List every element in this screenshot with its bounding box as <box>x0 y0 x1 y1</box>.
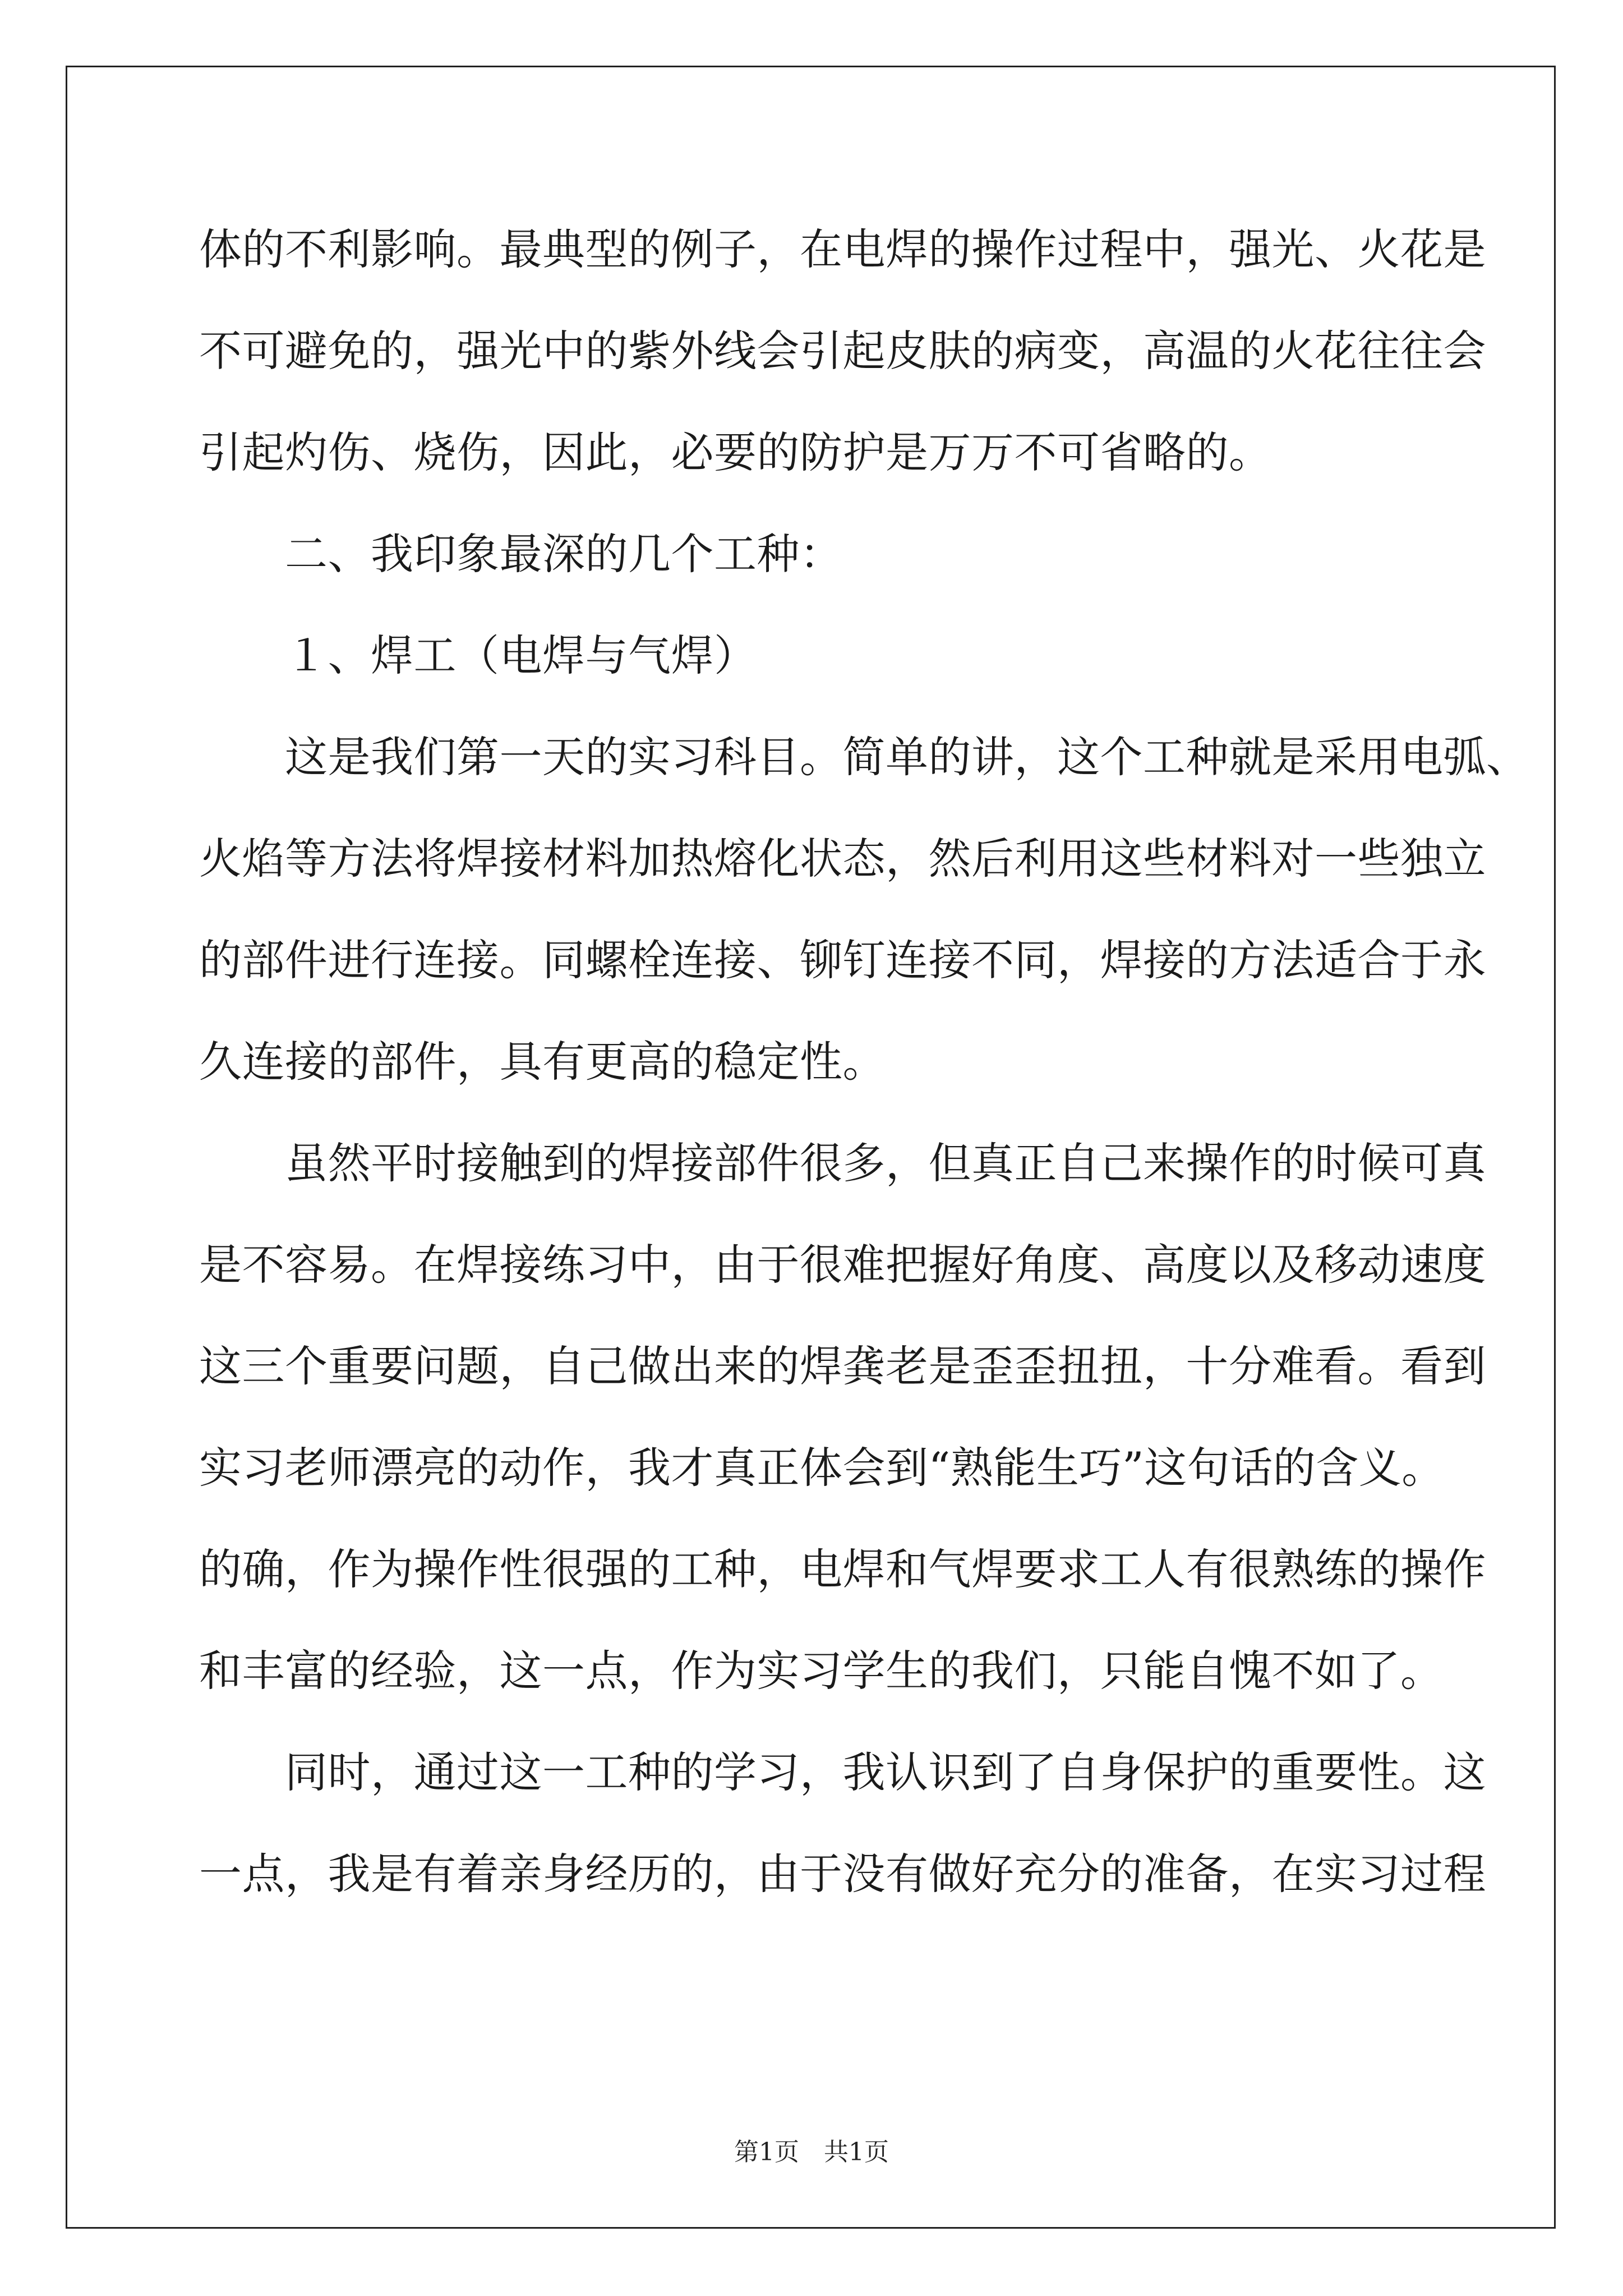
text-line: 是不容易。在焊接练习中，由于很难把握好角度、高度以及移动速度 <box>199 1240 1486 1290</box>
text-line: 这是我们第一天的实习科目。简单的讲，这个工种就是采用电弧、 <box>199 732 1529 782</box>
text-line: 不可避免的，强光中的紫外线会引起皮肤的病变，高温的火花往往会 <box>199 326 1486 376</box>
text-line: 这三个重要问题，自己做出来的焊龚老是歪歪扭扭，十分难看。看到 <box>199 1341 1486 1391</box>
text-line: 实习老师漂亮的动作，我才真正体会到“熟能生巧”这句话的含义。 <box>199 1443 1445 1493</box>
text-line: 同时，通过这一工种的学习，我认识到了自身保护的重要性。这 <box>199 1747 1486 1797</box>
text-line: 引起灼伤、烧伤，因此，必要的防护是万万不可省略的。 <box>199 427 1272 477</box>
text-line: 的部件进行连接。同螺栓连接、铆钉连接不同，焊接的方法适合于永 <box>199 935 1486 985</box>
text-line: 火焰等方法将焊接材料加热熔化状态，然后利用这些材料对一些独立 <box>199 834 1486 884</box>
text-line: 体的不利影响。最典型的例子，在电焊的操作过程中，强光、火花是 <box>199 224 1486 274</box>
text-line: 虽然平时接触到的焊接部件很多，但真正自己来操作的时候可真 <box>199 1138 1486 1188</box>
subsection-heading: １、焊工（电焊与气焊） <box>199 631 757 680</box>
section-heading: 二、我印象最深的几个工种： <box>199 529 843 579</box>
page-footer: 第1页 共1页 <box>734 2138 889 2166</box>
text-line: 久连接的部件，具有更高的稳定性。 <box>199 1037 886 1087</box>
text-line: 的确，作为操作性很强的工种，电焊和气焊要求工人有很熟练的操作 <box>199 1544 1486 1594</box>
text-line: 一点，我是有着亲身经历的，由于没有做好充分的准备，在实习过程 <box>199 1849 1486 1899</box>
text-line: 和丰富的经验，这一点，作为实习学生的我们，只能自愧不如了。 <box>199 1646 1444 1696</box>
